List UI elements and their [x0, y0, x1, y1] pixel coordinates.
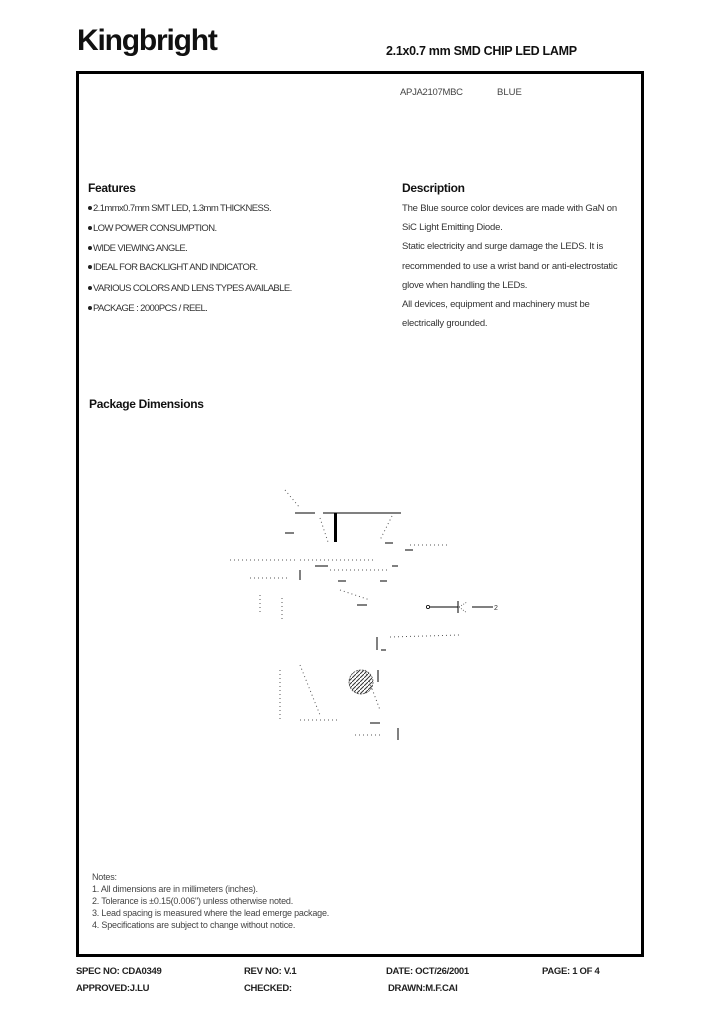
note-item: 3. Lead spacing is measured where the lead emerge package.: [92, 908, 330, 918]
diode-symbol-icon: [425, 598, 500, 616]
description-line: All devices, equipment and machinery must be: [402, 299, 590, 310]
approved-by: APPROVED:J.LU: [76, 983, 150, 994]
brand-logo: Kingbright: [77, 24, 217, 57]
document-title: 2.1x0.7 mm SMD CHIP LED LAMP: [386, 44, 577, 58]
note-item: 4. Specifications are subject to change without notice.: [92, 920, 296, 930]
feature-item: VARIOUS COLORS AND LENS TYPES AVAILABLE.: [88, 283, 292, 294]
bullet-icon: [88, 265, 92, 269]
drawn-by: DRAWN:M.F.CAI: [388, 983, 458, 994]
description-heading: Description: [402, 181, 465, 195]
bullet-icon: [88, 286, 92, 290]
description-line: glove when handling the LEDs.: [402, 280, 528, 291]
feature-item: IDEAL FOR BACKLIGHT AND INDICATOR.: [88, 262, 258, 273]
feature-item: PACKAGE : 2000PCS / REEL.: [88, 303, 207, 314]
description-line: electrically grounded.: [402, 318, 488, 329]
description-line: Static electricity and surge damage the LEDS. It is: [402, 241, 604, 252]
checked-by: CHECKED:: [244, 983, 292, 994]
page-indicator: PAGE: 1 OF 4: [542, 966, 600, 977]
feature-item: LOW POWER CONSUMPTION.: [88, 223, 217, 234]
part-color: BLUE: [497, 87, 522, 98]
notes-heading: Notes:: [92, 872, 117, 882]
feature-item: 2.1mmx0.7mm SMT LED, 1.3mm THICKNESS.: [88, 203, 271, 214]
polarity-mark-icon: [349, 670, 373, 694]
note-item: 2. Tolerance is ±0.15(0.006") unless otherwise noted.: [92, 896, 293, 906]
document-date: DATE: OCT/26/2001: [386, 966, 469, 977]
feature-item: WIDE VIEWING ANGLE.: [88, 243, 187, 254]
bullet-icon: [88, 246, 92, 250]
note-item: 1. All dimensions are in millimeters (inches).: [92, 884, 258, 894]
description-line: recommended to use a wrist band or anti-electrostatic: [402, 261, 618, 272]
bullet-icon: [88, 306, 92, 310]
revision-number: REV NO: V.1: [244, 966, 297, 977]
bullet-icon: [88, 206, 92, 210]
svg-text:2: 2: [494, 605, 498, 612]
bullet-icon: [88, 226, 92, 230]
features-heading: Features: [88, 181, 136, 195]
package-dimensions-heading: Package Dimensions: [89, 397, 204, 411]
description-line: The Blue source color devices are made with GaN on: [402, 203, 617, 214]
spec-number: SPEC NO: CDA0349: [76, 966, 162, 977]
description-line: SiC Light Emitting Diode.: [402, 222, 503, 233]
part-number: APJA2107MBC: [400, 87, 463, 98]
